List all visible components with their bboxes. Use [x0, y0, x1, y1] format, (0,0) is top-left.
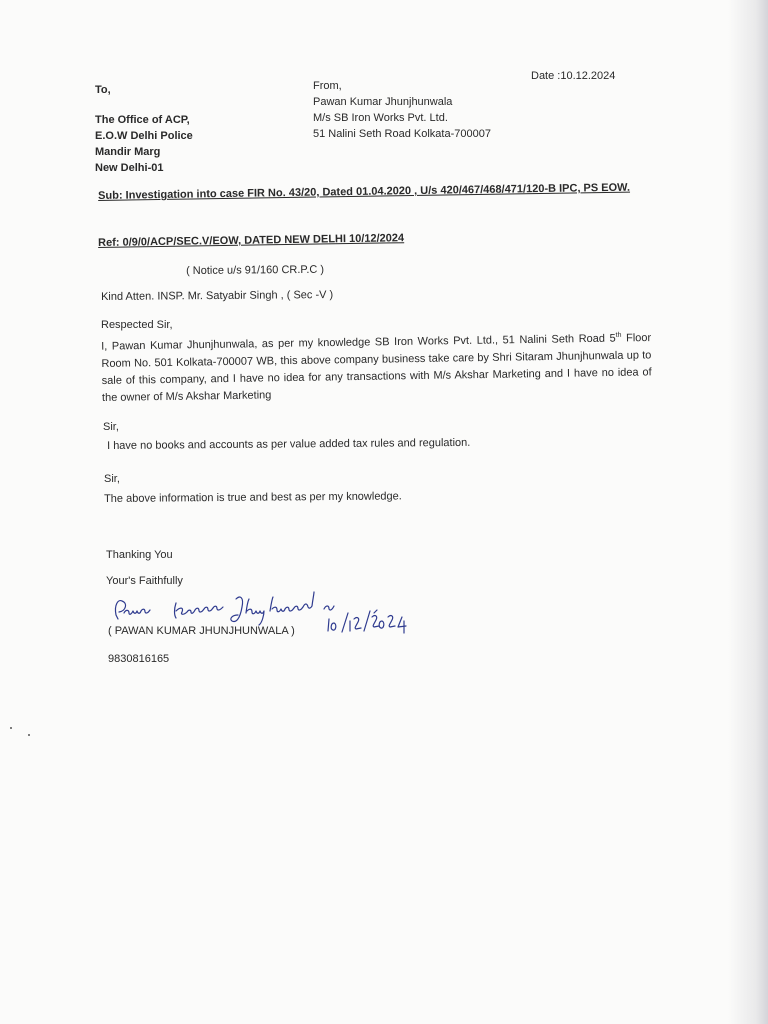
- thanking-line: Thanking You: [106, 549, 173, 561]
- recipient-line-4: New Delhi-01: [95, 162, 164, 174]
- reference-line: Ref: 0/9/0/ACP/SEC.V/EOW, DATED NEW DELHI 10/12/2024: [98, 232, 405, 249]
- declaration-statement: The above information is true and best as per my knowledge.: [104, 490, 402, 505]
- notice-line: ( Notice u/s 91/160 CR.P.C ): [186, 263, 325, 277]
- recipient-line-3: Mandir Marg: [95, 146, 161, 158]
- sir-line-2: Sir,: [104, 473, 120, 485]
- scan-edge-shadow: [728, 0, 768, 1024]
- recipient-line-1: The Office of ACP,: [95, 114, 190, 126]
- scan-speck: [28, 734, 30, 736]
- phone-number: 9830816165: [108, 653, 170, 665]
- ordinal-suffix: th: [615, 331, 622, 339]
- salutation: Respected Sir,: [101, 319, 173, 331]
- from-label: From,: [313, 80, 342, 92]
- spacer: [95, 98, 193, 112]
- faithfully-line: Your's Faithfully: [106, 575, 183, 587]
- kind-attention: Kind Atten. INSP. Mr. Satyabir Singh , ( Sec -V ): [101, 288, 334, 303]
- sender-address: 51 Nalini Seth Road Kolkata-700007: [313, 128, 491, 140]
- letter-date: Date :10.12.2024: [531, 70, 616, 82]
- body-paragraph: [101, 326, 652, 406]
- subject-line: Sub: Investigation into case FIR No. 43/20, Dated 01.04.2020 , U/s 420/467/468/471/120-B IPC, PS EOW.: [98, 181, 631, 202]
- sender-block: [313, 78, 491, 142]
- signatory-name: ( PAWAN KUMAR JHUNJHUNWALA ): [108, 625, 295, 637]
- books-statement: I have no books and accounts as per value added tax rules and regulation.: [107, 436, 471, 452]
- body-paragraph-start: I, Pawan Kumar Jhunjhunwala, as per my knowledge SB Iron Works Pvt. Ltd., 51 Nalini Seth Road 5: [101, 332, 616, 353]
- to-label: To,: [95, 84, 111, 96]
- recipient-block: [95, 82, 193, 176]
- sender-name: Pawan Kumar Jhunjhunwala: [313, 96, 453, 108]
- handwritten-signature: [110, 585, 420, 655]
- recipient-line-2: E.O.W Delhi Police: [95, 130, 193, 142]
- scan-speck: [10, 727, 12, 729]
- body-paragraph-rest: Floor Room No. 501 Kolkata-700007 WB, this above company business take care by Shri Sitaram Jhunjhunwala up to sale of this company, and I have no idea for any transactions with M/s Akshar Marketing and I have no idea of the owner of M/s Akshar Marketing: [101, 332, 652, 404]
- sender-company: M/s SB Iron Works Pvt. Ltd.: [313, 112, 448, 124]
- sir-line-1: Sir,: [103, 421, 119, 433]
